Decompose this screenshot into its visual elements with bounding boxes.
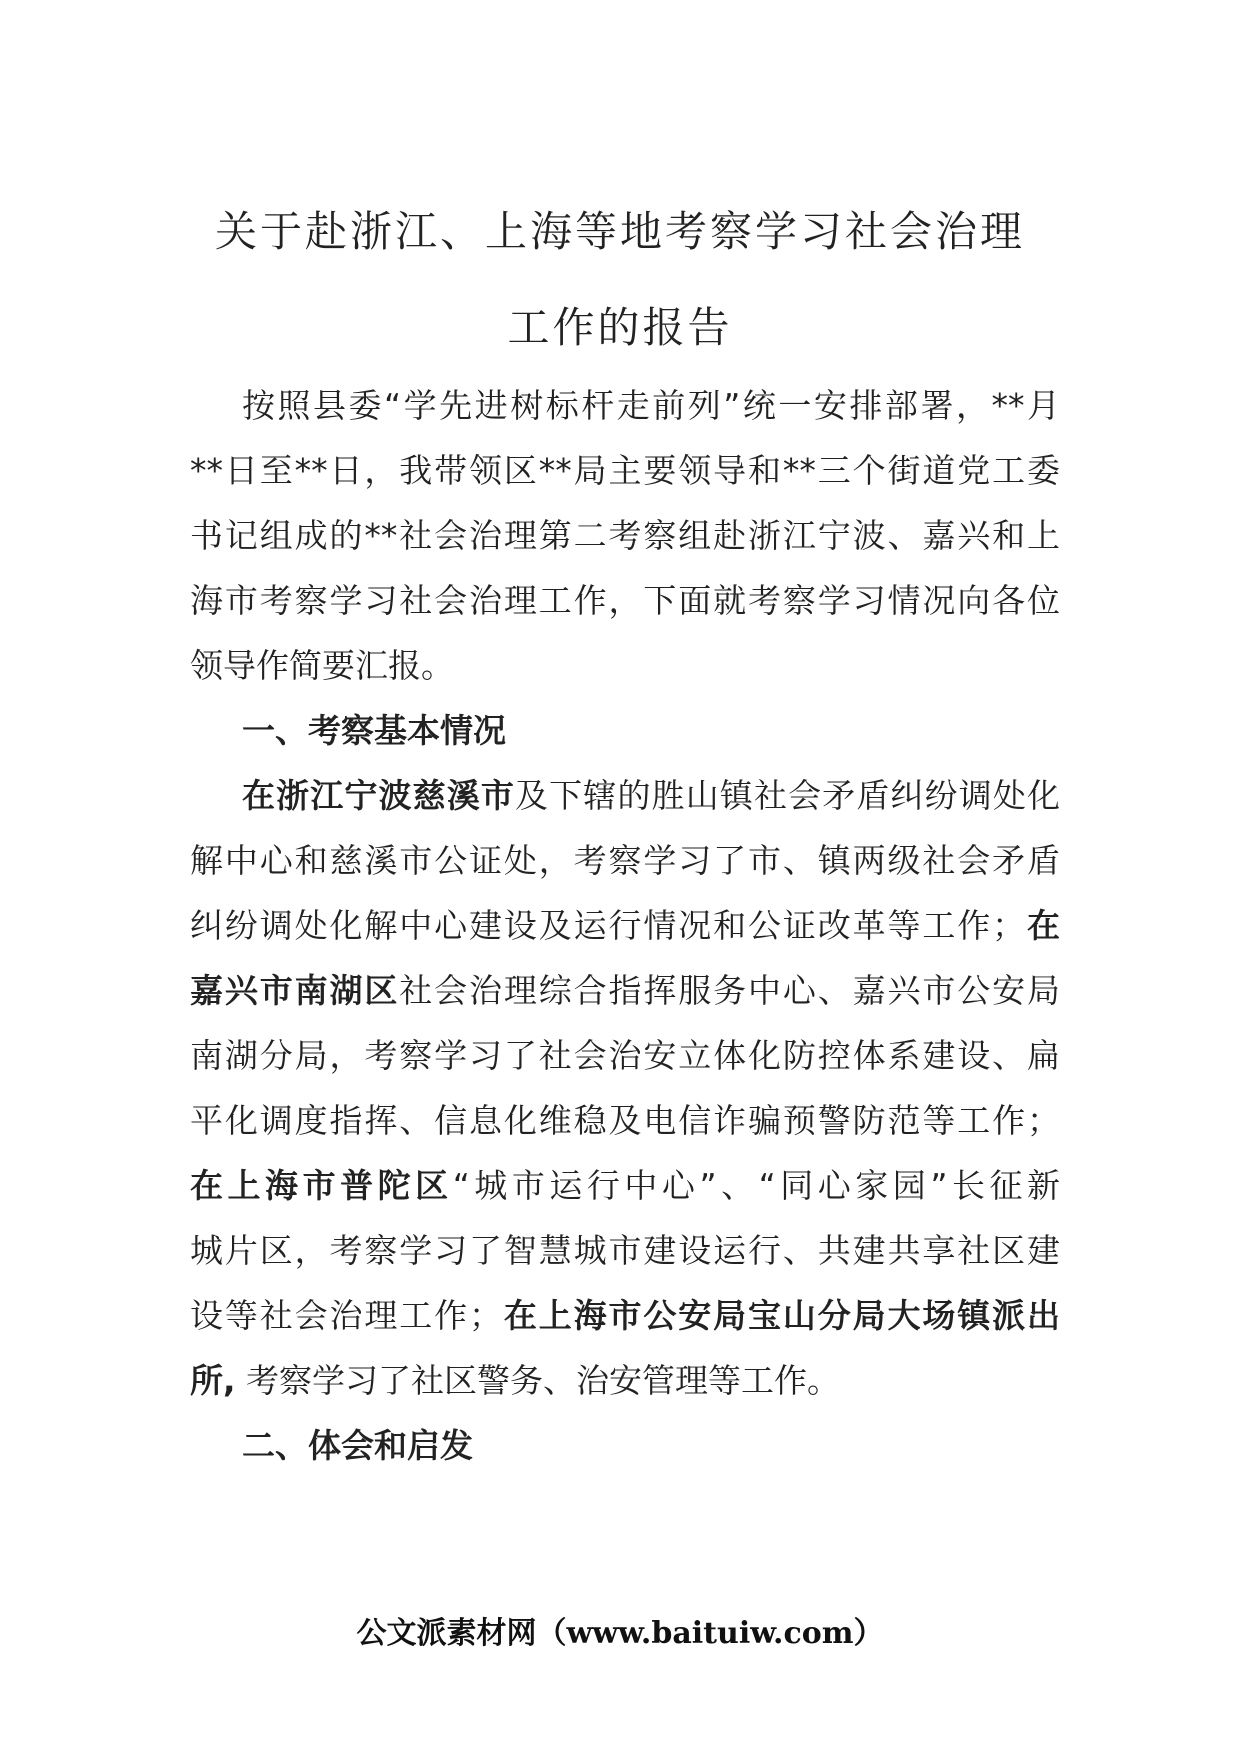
bold-place: 嘉兴市南湖区 bbox=[190, 971, 400, 1010]
body-text: 社会治理综合指挥服务中心、嘉兴市公安局 bbox=[399, 971, 1060, 1010]
section1-line bbox=[190, 958, 1060, 1023]
intro-line: 按照县委“学先进树标杆走前列”统一安排部署，**月 bbox=[242, 386, 1060, 425]
section1-line: 解中心和慈溪市公证处，考察学习了市、镇两级社会矛盾 bbox=[190, 841, 1060, 880]
intro-line: 海市考察学习社会治理工作，下面就考察学习情况向各位 bbox=[190, 581, 1060, 620]
body-text: 纠纷调处化解中心建设及运行情况和公证改革等工作； bbox=[190, 906, 1026, 945]
body-text: 设等社会治理工作； bbox=[190, 1296, 502, 1335]
document-body bbox=[190, 373, 1060, 1478]
bold-place: 在浙江宁波慈溪市 bbox=[242, 776, 516, 815]
section1-line bbox=[190, 1348, 1060, 1413]
body-text: “城市运行中心”、“同心家园”长征新 bbox=[452, 1166, 1061, 1205]
section1-line bbox=[190, 1283, 1060, 1348]
section-heading-2: 二、体会和启发 bbox=[242, 1426, 473, 1465]
section1-line bbox=[190, 763, 1060, 828]
section1-paragraph bbox=[190, 763, 1060, 1413]
section1-line: 城片区，考察学习了智慧城市建设运行、共建共享社区建 bbox=[190, 1231, 1060, 1270]
title-line-2: 工作的报告 bbox=[507, 303, 733, 352]
section-heading-1: 一、考察基本情况 bbox=[242, 711, 506, 750]
body-text: 及下辖的胜山镇社会矛盾纠纷调处化 bbox=[515, 776, 1061, 815]
intro-line: 领导作简要汇报。 bbox=[190, 646, 454, 685]
bold-place: 在上海市公安局宝山分局大场镇派出 bbox=[502, 1296, 1060, 1335]
section1-line bbox=[190, 1153, 1060, 1218]
document-title bbox=[160, 184, 1080, 376]
bold-place: 所, bbox=[190, 1361, 236, 1400]
body-text: 考察学习了社区警务、治安管理等工作。 bbox=[235, 1361, 841, 1400]
bold-place: 在上海市普陀区 bbox=[190, 1166, 453, 1205]
section1-line: 南湖分局，考察学习了社会治安立体化防控体系建设、扁 bbox=[190, 1036, 1060, 1075]
section1-line: 平化调度指挥、信息化维稳及电信诈骗预警防范等工作； bbox=[190, 1101, 1060, 1140]
bold-place: 在 bbox=[1025, 906, 1060, 945]
title-line-1: 关于赴浙江、上海等地考察学习社会治理 bbox=[214, 207, 1025, 256]
section1-line bbox=[190, 893, 1060, 958]
intro-paragraph bbox=[190, 373, 1060, 698]
intro-line: 书记组成的**社会治理第二考察组赴浙江宁波、嘉兴和上 bbox=[190, 516, 1060, 555]
footer-watermark: 公文派素材网（www.baituiw.com） bbox=[356, 1616, 884, 1651]
intro-line: **日至**日，我带领区**局主要领导和**三个街道党工委 bbox=[190, 451, 1060, 490]
